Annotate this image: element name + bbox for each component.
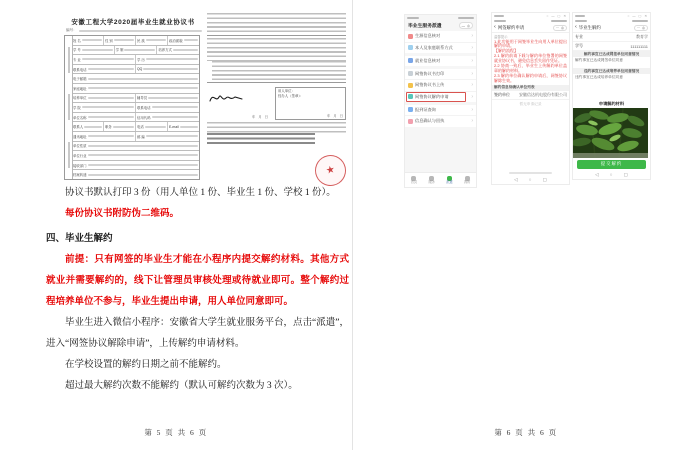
window-controls-icons: ○ — ▢ ✕ bbox=[627, 13, 648, 18]
paragraph-max-times: 超过最大解约次数不能解约（默认可解约次数为 3 次）。 bbox=[65, 381, 298, 391]
form-field-label: 专 业 bbox=[73, 57, 81, 62]
window-controls-icons: ○ — ▢ ✕ bbox=[546, 13, 567, 18]
student-id-label: 学号 bbox=[575, 43, 583, 48]
form-field-label: 培养单位 bbox=[73, 96, 87, 101]
form-row bbox=[72, 102, 199, 112]
form-field-label: 联系人 bbox=[73, 125, 84, 130]
more-icon: ⋯ bbox=[555, 26, 560, 30]
form-field-value-blur bbox=[88, 68, 134, 70]
notice-line: 【解约流程】 bbox=[494, 48, 518, 54]
chevron-right-icon: › bbox=[471, 93, 473, 100]
menu-item bbox=[405, 105, 476, 116]
form-field-value-blur bbox=[145, 126, 166, 128]
form-cell bbox=[135, 65, 199, 74]
section-heading-termination: 四、毕业生解约 bbox=[46, 234, 113, 244]
form-cell bbox=[103, 36, 135, 45]
tab-item bbox=[458, 173, 476, 187]
form-field-value-blur bbox=[88, 97, 134, 99]
form-cell bbox=[72, 142, 199, 151]
terms-list-blur bbox=[212, 61, 346, 80]
tab-label: 服务 bbox=[428, 180, 435, 185]
menu-item bbox=[405, 42, 476, 54]
screenshot-termination-submit bbox=[572, 12, 651, 180]
paragraph-premise: 前提：只有网签的毕业生才能在小程序内提交解约材料。其他方式就业并需要解约的，线下让管理员审核处理或待就业即可。整个解约过程培养单位不参与，毕业生提出申请，用人单位同意即可。 bbox=[46, 255, 349, 307]
signed-unit-row bbox=[492, 91, 569, 100]
section-1-header: 解约事宜已达成网签单位同意情况 bbox=[573, 51, 650, 57]
contact-icon bbox=[408, 45, 413, 50]
form-field-label: 性 别 bbox=[105, 38, 113, 43]
agreement-form-scan bbox=[64, 10, 346, 180]
target-icon: ◎ bbox=[467, 23, 470, 28]
menu-group bbox=[405, 105, 476, 127]
form-field-label: 通讯地址 bbox=[73, 134, 87, 139]
menu-item-label: 就业信息核对 bbox=[415, 57, 441, 63]
form-cell bbox=[135, 55, 199, 64]
home-indicator bbox=[509, 172, 551, 174]
form-cell bbox=[135, 103, 199, 112]
page-5-footer: 第 5 页 共 6 页 bbox=[144, 428, 208, 437]
chevron-right-icon: › bbox=[471, 44, 473, 51]
bold-notes-blur bbox=[207, 133, 315, 147]
folder-upload-icon bbox=[408, 83, 413, 88]
form-field-value-blur bbox=[146, 135, 198, 137]
android-back-icon: ◁ bbox=[595, 171, 599, 177]
form-serial-label: 编号： bbox=[66, 28, 77, 32]
form-row bbox=[72, 36, 199, 45]
attachment-photo-leaves bbox=[573, 108, 648, 158]
terms-text-blur bbox=[207, 38, 346, 61]
signature-area bbox=[207, 87, 346, 120]
miniprogram-capsule bbox=[634, 25, 648, 32]
target-icon: ◎ bbox=[642, 26, 645, 30]
notice-label: 温馨提示 bbox=[494, 35, 508, 39]
form-cell bbox=[135, 113, 199, 122]
graduate-signature bbox=[207, 87, 272, 120]
form-cell bbox=[167, 122, 199, 131]
chevron-right-icon: › bbox=[471, 82, 473, 89]
notice-line: 2.1 解约前请下载与解约单位签署的网签就业协议书，避免信息丢失留作凭证。 bbox=[494, 53, 567, 64]
form-row bbox=[72, 45, 199, 55]
paragraph-date-restriction: 在学校设置的解约日期之前不能解约。 bbox=[65, 360, 227, 370]
form-row bbox=[72, 121, 199, 131]
chevron-right-icon: › bbox=[471, 118, 473, 125]
screenshot-termination-apply bbox=[491, 12, 570, 185]
tab-item bbox=[423, 173, 441, 187]
tab-item bbox=[405, 173, 423, 187]
paragraph-miniprogram-steps: 毕业生进入微信小程序：安徽省大学生就业服务平台，点击“派遣”，进入“网签协议解除申请”，上传解约申请材料。 bbox=[46, 318, 349, 349]
form-rows bbox=[72, 36, 199, 179]
form-row bbox=[72, 112, 199, 122]
form-cell bbox=[72, 132, 135, 141]
form-table bbox=[64, 35, 200, 180]
menu-item bbox=[405, 79, 476, 91]
android-home-icon: ○ bbox=[528, 177, 532, 182]
form-field-value-blur bbox=[114, 39, 134, 41]
form-field-value-blur bbox=[180, 126, 198, 128]
form-cell bbox=[114, 46, 157, 55]
paragraph-qrcode-note: 每份协议书附防伪二维码。 bbox=[65, 209, 180, 219]
notice-line: 2.2 协商一致后，毕业生上传解约单位盖章的解约材料。 bbox=[494, 63, 567, 73]
form-field-label: 辅导员 bbox=[137, 96, 148, 101]
more-icon: — bbox=[461, 23, 466, 28]
form-field-label: 单位行业 bbox=[73, 153, 87, 158]
signed-unit-value: 安徽信达机电股份有限公司 bbox=[519, 91, 567, 97]
form-row bbox=[72, 150, 199, 160]
form-field-label: 学 制 bbox=[115, 48, 124, 53]
form-field-label: 学 历 bbox=[137, 57, 145, 62]
tab-label: 派遣 bbox=[446, 180, 453, 185]
form-field-value-blur bbox=[88, 174, 198, 176]
page-6-footer: 第 6 页 共 6 页 bbox=[494, 428, 558, 437]
android-home-icon: ○ bbox=[609, 172, 613, 177]
form-cell bbox=[103, 122, 135, 131]
menu-list bbox=[405, 30, 476, 172]
form-row bbox=[72, 64, 199, 74]
tab-label: 我的 bbox=[463, 180, 471, 185]
form-field-value-blur bbox=[88, 145, 198, 147]
chevron-right-icon: › bbox=[471, 33, 473, 40]
form-field-label: 家庭地址 bbox=[73, 86, 87, 91]
terms-text-blur bbox=[207, 13, 346, 33]
form-field-value-blur bbox=[152, 106, 198, 108]
signed-unit-label: 签约单位 bbox=[494, 91, 510, 97]
back-icon: ‹ bbox=[575, 24, 577, 31]
employer-label: 用人单位： bbox=[278, 89, 295, 93]
menu-group bbox=[405, 56, 476, 67]
form-field-value-blur bbox=[146, 39, 166, 41]
miniprogram-capsule bbox=[553, 25, 567, 32]
screenshot-dispatch-menu bbox=[404, 14, 477, 188]
tab-bar bbox=[405, 172, 476, 187]
android-back-icon: ◁ bbox=[514, 176, 518, 182]
menu-item-label: 本人及家庭联系方式 bbox=[415, 44, 453, 50]
form-field-label: 姓 名 bbox=[73, 38, 81, 43]
back-icon: ‹ bbox=[494, 24, 496, 31]
form-field-value-blur bbox=[173, 49, 198, 51]
target-icon: ◎ bbox=[561, 26, 564, 30]
form-terms-side bbox=[207, 10, 346, 180]
receipt-icon bbox=[408, 119, 413, 124]
form-field-value-blur bbox=[82, 58, 134, 60]
empty-records-text: 暂无申请记录 bbox=[519, 101, 542, 106]
terms-divider bbox=[207, 82, 346, 83]
form-field-value-blur bbox=[88, 164, 198, 166]
form-cell bbox=[72, 84, 199, 93]
form-cell bbox=[167, 36, 199, 45]
form-field-label: 档案转递 bbox=[73, 173, 87, 178]
menu-item bbox=[405, 31, 476, 42]
form-field-value-blur bbox=[146, 58, 198, 60]
page-divider bbox=[352, 0, 353, 450]
agent-label: 经办人（签章）： bbox=[278, 94, 304, 98]
form-row bbox=[72, 54, 199, 64]
printer-icon bbox=[408, 71, 413, 76]
form-field-label: QQ bbox=[137, 67, 143, 72]
briefcase-icon bbox=[408, 58, 413, 63]
menu-group bbox=[405, 31, 476, 53]
form-field-value-blur bbox=[88, 78, 198, 80]
chevron-right-icon: › bbox=[471, 57, 473, 64]
terms-divider bbox=[207, 35, 346, 36]
form-field-label: 单位名称 bbox=[73, 115, 87, 120]
form-cell bbox=[72, 74, 199, 83]
section-1-text: 解约事宜已达成网签单位同意 bbox=[575, 58, 623, 62]
nav-title: 网签解约申请 bbox=[497, 25, 525, 30]
miniprogram-title: 毕业生服务派遣 bbox=[408, 24, 442, 29]
form-field-label: 单位性质 bbox=[73, 144, 87, 149]
form-field-label: 职务 bbox=[105, 125, 112, 130]
form-field-value-blur bbox=[88, 154, 198, 156]
form-field-label: 联系电话 bbox=[137, 105, 151, 110]
form-cell bbox=[72, 65, 135, 74]
form-field-label: 电话 bbox=[137, 125, 144, 130]
employer-signature-box bbox=[275, 87, 346, 120]
form-field-label: 接收部门 bbox=[73, 163, 87, 168]
form-row bbox=[72, 93, 199, 103]
menu-item-label: 生源信息核对 bbox=[415, 33, 441, 39]
menu-item bbox=[405, 56, 476, 67]
handwritten-signature-icon bbox=[207, 89, 245, 107]
menu-item bbox=[405, 115, 476, 127]
attachment-caption: 申请解约材料 bbox=[598, 100, 625, 106]
form-cell bbox=[72, 55, 135, 64]
form-field-value-blur bbox=[148, 97, 198, 99]
form-field-label: 联系电话 bbox=[73, 67, 87, 72]
tab-label: 首页 bbox=[410, 180, 418, 185]
miniprogram-capsule bbox=[459, 22, 473, 29]
menu-item bbox=[405, 69, 476, 80]
form-field-value-blur bbox=[184, 39, 198, 41]
signature-date-label: 年 月 日 bbox=[252, 115, 268, 119]
card-search-icon bbox=[408, 107, 413, 112]
form-field-label: 政治面貌 bbox=[169, 38, 183, 43]
form-cell bbox=[135, 122, 167, 131]
miniprogram-header bbox=[405, 21, 476, 30]
menu-item-label: 网签协议书上传 bbox=[415, 82, 445, 88]
form-field-value-blur bbox=[143, 68, 198, 70]
section-header: 解约信息待确认单位列表 bbox=[492, 85, 569, 91]
form-group-column bbox=[65, 36, 73, 179]
form-field-value-blur bbox=[82, 106, 134, 108]
nav-bar bbox=[573, 24, 650, 33]
android-nav-bar bbox=[492, 175, 569, 184]
menu-item bbox=[405, 91, 476, 103]
form-field-label: 邮 编 bbox=[137, 134, 145, 139]
form-cell bbox=[72, 151, 199, 160]
student-id-value: 111111111 bbox=[630, 43, 648, 49]
form-row bbox=[72, 160, 199, 170]
red-notice-block bbox=[492, 39, 569, 85]
form-cell bbox=[72, 122, 103, 131]
chevron-right-icon: › bbox=[471, 106, 473, 113]
form-cell bbox=[135, 94, 199, 103]
form-cell bbox=[72, 170, 199, 179]
notes-text-blur bbox=[207, 122, 346, 133]
form-row bbox=[72, 83, 199, 93]
android-nav-bar bbox=[573, 170, 650, 179]
form-row bbox=[72, 169, 199, 179]
submit-termination-button: 提交解约 bbox=[577, 160, 646, 170]
form-field-label: 培养方式 bbox=[158, 48, 172, 53]
form-cell bbox=[135, 36, 167, 45]
form-cell bbox=[72, 46, 114, 55]
form-field-label: 电子邮箱 bbox=[73, 77, 87, 82]
tab-active bbox=[441, 173, 459, 187]
form-table-side bbox=[64, 10, 202, 180]
form-field-value-blur bbox=[113, 126, 134, 128]
document-body bbox=[46, 183, 349, 397]
paragraph-print-copies: 协议书默认打印 3 份（用人单位 1 份、毕业生 1 份、学校 1 份）。 bbox=[65, 188, 336, 198]
form-field-label: 学 号 bbox=[73, 48, 81, 53]
document-check-icon bbox=[408, 34, 413, 39]
section-2-text: 违约事宜已达成培养单位同意 bbox=[575, 75, 623, 79]
form-cell bbox=[72, 36, 103, 45]
major-field-row bbox=[573, 33, 650, 42]
form-field-value-blur bbox=[152, 116, 198, 118]
employer-date-label: 年 月 日 bbox=[327, 114, 343, 118]
form-field-label: 信用代码 bbox=[137, 115, 151, 120]
form-serial-value-blur bbox=[79, 30, 202, 32]
form-field-value-blur bbox=[88, 116, 134, 118]
android-recent-icon: ▢ bbox=[623, 171, 628, 177]
menu-item-label: 网签协议解约申请 bbox=[415, 93, 449, 99]
notice-line: 2.3 解约单位确认解约申请后，网签协议解除生效。 bbox=[494, 72, 567, 83]
notice-line: 1.此功能用于网签毕业生向用人单位提出解约申请。 bbox=[494, 38, 567, 49]
menu-group bbox=[405, 69, 476, 103]
nav-title: 毕业生解约 bbox=[578, 25, 601, 30]
form-row bbox=[72, 131, 199, 141]
android-recent-icon: ▢ bbox=[542, 176, 547, 182]
major-label: 专业 bbox=[575, 34, 583, 39]
form-row bbox=[72, 73, 199, 83]
form-cell bbox=[72, 103, 135, 112]
cancel-agreement-icon bbox=[408, 94, 413, 99]
form-field-value-blur bbox=[88, 87, 198, 89]
major-value: 教育学 bbox=[636, 34, 648, 39]
form-cell bbox=[156, 46, 199, 55]
form-cell bbox=[135, 132, 199, 141]
more-icon: ⋯ bbox=[636, 26, 641, 30]
form-field-value-blur bbox=[88, 135, 134, 137]
seal-star-icon: ★ bbox=[324, 164, 337, 177]
form-field-value-blur bbox=[84, 126, 102, 128]
form-title: 安徽工程大学2020届毕业生就业协议书 bbox=[71, 19, 195, 26]
student-id-field-row bbox=[573, 42, 650, 51]
form-field-value-blur bbox=[82, 49, 113, 51]
menu-item-label: 信息确认与回执 bbox=[415, 118, 445, 124]
section-2-header: 违约事宜已达成培养单位同意情况 bbox=[573, 68, 650, 74]
form-row bbox=[72, 141, 199, 151]
form-field-value-blur bbox=[124, 49, 155, 51]
menu-item-label: 网签协议书打印 bbox=[415, 70, 445, 76]
form-field-label: 民 族 bbox=[137, 38, 145, 43]
form-field-label: 学 院 bbox=[73, 105, 81, 110]
menu-item-label: 报到证查询 bbox=[415, 106, 436, 112]
form-cell bbox=[72, 94, 135, 103]
form-serial bbox=[66, 28, 202, 33]
chevron-right-icon: › bbox=[471, 70, 473, 77]
nav-bar bbox=[492, 24, 569, 33]
form-cell bbox=[72, 161, 199, 170]
form-cell bbox=[72, 113, 135, 122]
form-field-label: E-mail bbox=[169, 124, 179, 129]
form-field-value-blur bbox=[82, 39, 102, 41]
